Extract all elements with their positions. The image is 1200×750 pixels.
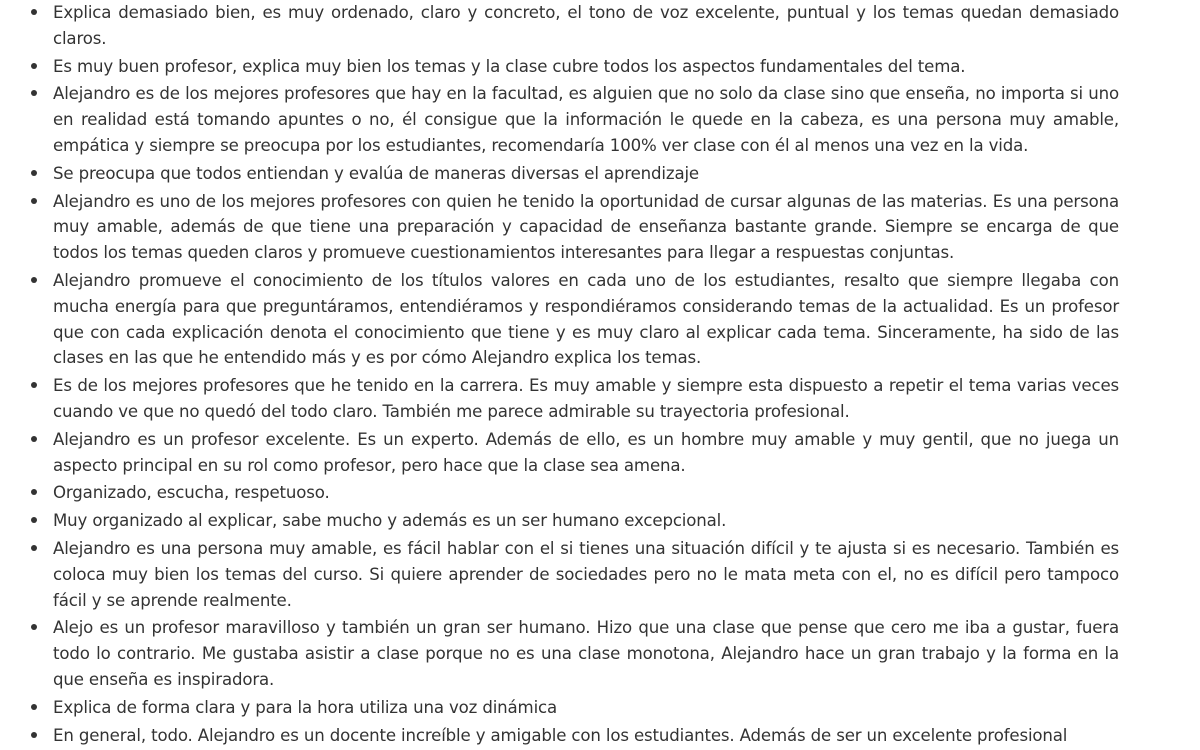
comment-item (0, 695, 1119, 721)
comment-item (0, 373, 1119, 425)
comment-text: En general, todo. Alejandro es un docente increíble y amigable con los estudiantes. Además de ser un excelente profesional (53, 725, 1068, 745)
bullet-icon (31, 624, 37, 630)
bullet-icon (31, 517, 37, 523)
comment-text: Organizado, escucha, respetuoso. (53, 483, 330, 503)
comment-item (0, 480, 1119, 506)
bullet-icon (31, 732, 37, 738)
bullet-icon (31, 382, 37, 388)
comment-item (0, 427, 1119, 479)
comment-text: Se preocupa que todos entiendan y evalúa de maneras diversas el aprendizaje (53, 163, 699, 183)
comment-item (0, 161, 1119, 187)
comment-text: Alejandro promueve el conocimiento de los títulos valores en cada uno de los estudiantes, resalto que siempre llegaba con mucha energía para que preguntáramos, entendiéramos y respondiéramos considerando temas de la actualidad. Es un profesor que con cada explicación denota el conocimiento que tiene y es muy claro al explicar cada tema. Sinceramente, ha sido de las clases en las que he entendido más y es por cómo Alejandro explica los temas. (53, 270, 1119, 368)
bullet-icon (31, 198, 37, 204)
comment-item (0, 508, 1119, 534)
bullet-icon (31, 436, 37, 442)
comment-item (0, 268, 1119, 371)
comment-item (0, 0, 1119, 52)
comment-item (0, 81, 1119, 158)
comment-item (0, 615, 1119, 692)
comment-text: Alejandro es una persona muy amable, es fácil hablar con el si tienes una situación difícil y te ajusta si es necesario. También es coloca muy bien los temas del curso. Si quiere aprender de sociedades pero no le mata meta con el, no es difícil pero tampoco fácil y se aprende realmente. (53, 538, 1119, 610)
comment-item (0, 54, 1119, 80)
bullet-icon (31, 170, 37, 176)
bullet-icon (31, 9, 37, 15)
bullet-icon (31, 489, 37, 495)
bullet-icon (31, 545, 37, 551)
bullet-icon (31, 704, 37, 710)
comment-text: Explica demasiado bien, es muy ordenado, claro y concreto, el tono de voz excelente, puntual y los temas quedan demasiado claros. (53, 3, 1119, 48)
comment-text: Alejandro es un profesor excelente. Es un experto. Además de ello, es un hombre muy amable y muy gentil, que no juega un aspecto principal en su rol como profesor, pero hace que la clase sea amena. (53, 429, 1119, 475)
comment-text: Alejandro es de los mejores profesores que hay en la facultad, es alguien que no solo da clase sino que enseña, no importa si uno en realidad está tomando apuntes o no, él consigue que la información le quede en la cabeza, es una persona muy amable, empática y siempre se preocupa por los estudiantes, recomendaría 100% ver clase con él al menos una vez en la vida. (53, 84, 1119, 155)
bullet-icon (31, 63, 37, 69)
comment-text: Explica de forma clara y para la hora utiliza una voz dinámica (53, 697, 558, 717)
bullet-icon (31, 277, 37, 283)
comment-item (0, 189, 1119, 266)
comment-text: Es muy buen profesor, explica muy bien los temas y la clase cubre todos los aspectos fundamentales del tema. (53, 56, 966, 76)
comment-text: Muy organizado al explicar, sabe mucho y además es un ser humano excepcional. (53, 511, 727, 531)
comment-text: Alejo es un profesor maravilloso y también un gran ser humano. Hizo que una clase que pense que cero me iba a gustar, fuera todo lo contrario. Me gustaba asistir a clase porque no es una clase monotona, Alejandro hace un gran trabajo y la forma en la que enseña es inspiradora. (53, 618, 1119, 689)
comment-text: Es de los mejores profesores que he tenido en la carrera. Es muy amable y siempre esta dispuesto a repetir el tema varias veces cuando ve que no quedó del todo claro. También me parece admirable su trayectoria profesional. (53, 376, 1119, 421)
bullet-icon (31, 90, 37, 96)
comment-item (0, 723, 1119, 749)
comment-text: Alejandro es uno de los mejores profesores con quien he tenido la oportunidad de cursar algunas de las materias. Es una persona muy amable, además de que tiene una preparación y capacidad de enseñanza bastante grande. Siempre se encarga de que todos los temas queden claros y promueve cuestionamientos interesantes para llegar a respuestas conjuntas. (53, 191, 1119, 263)
comment-item (0, 536, 1119, 613)
